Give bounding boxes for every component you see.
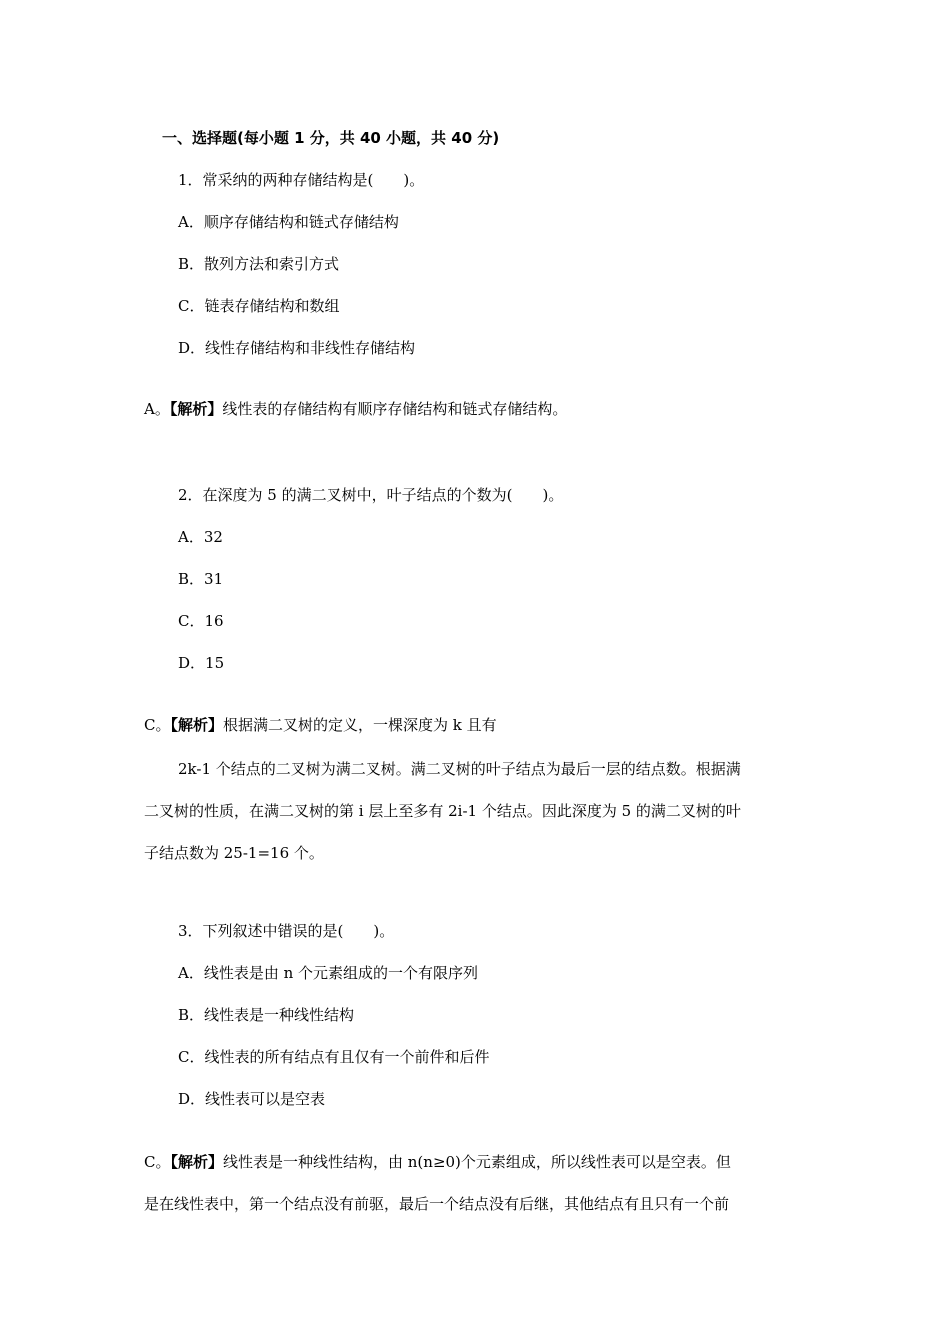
question-1-stem: 1．常采纳的两种存储结构是( )。 [178, 171, 425, 189]
question-3-option-b: B．线性表是一种线性结构 [178, 1006, 355, 1024]
question-3-stem: 3．下列叙述中错误的是( )。 [178, 922, 395, 940]
question-2-option-a: A．32 [178, 528, 223, 546]
question-2-analysis-line-2: 2k-1 个结点的二叉树为满二叉树。满二叉树的叶子结点为最后一层的结点数。根据满 [178, 760, 741, 778]
question-1-option-b: B．散列方法和索引方式 [178, 255, 340, 273]
question-1-answer [144, 399, 567, 419]
answer-letter: C。 [144, 716, 171, 734]
question-2-option-b: B．31 [178, 570, 224, 588]
analysis-text: 根据满二叉树的定义，一棵深度为 k 且有 [223, 716, 497, 734]
answer-letter: C。 [144, 1153, 171, 1171]
analysis-tag: 【解析】 [170, 716, 223, 734]
question-3-analysis-line-2: 是在线性表中，第一个结点没有前驱，最后一个结点没有后继，其他结点有且只有一个前 [144, 1195, 730, 1213]
question-3-answer [144, 1152, 731, 1172]
question-2-analysis-line-4: 子结点数为 25-1=16 个。 [144, 844, 324, 862]
question-1-option-c: C．链表存储结构和数组 [178, 297, 340, 315]
question-3-option-a: A．线性表是由 n 个元素组成的一个有限序列 [178, 964, 479, 982]
question-2-analysis-line-3: 二叉树的性质，在满二叉树的第 i 层上至多有 2i-1 个结点。因此深度为 5 的满二叉树的叶 [144, 802, 741, 820]
analysis-tag: 【解析】 [169, 400, 223, 418]
question-2-stem: 2．在深度为 5 的满二叉树中，叶子结点的个数为( )。 [178, 486, 564, 504]
section-title: 一、选择题(每小题 1 分，共 40 小题，共 40 分) [162, 129, 500, 147]
question-3-option-d: D．线性表可以是空表 [178, 1090, 326, 1108]
question-1-option-d: D．线性存储结构和非线性存储结构 [178, 339, 416, 357]
analysis-tag: 【解析】 [170, 1153, 223, 1171]
analysis-text: 线性表的存储结构有顺序存储结构和链式存储结构。 [222, 400, 568, 418]
question-2-answer [144, 715, 497, 735]
question-2-option-c: C．16 [178, 612, 224, 630]
answer-letter: A。 [144, 400, 170, 418]
question-2-option-d: D．15 [178, 654, 225, 672]
analysis-text: 线性表是一种线性结构，由 n(n≥0)个元素组成，所以线性表可以是空表。但 [223, 1153, 731, 1171]
question-1-option-a: A．顺序存储结构和链式存储结构 [178, 213, 399, 231]
question-3-option-c: C．线性表的所有结点有且仅有一个前件和后件 [178, 1048, 490, 1066]
